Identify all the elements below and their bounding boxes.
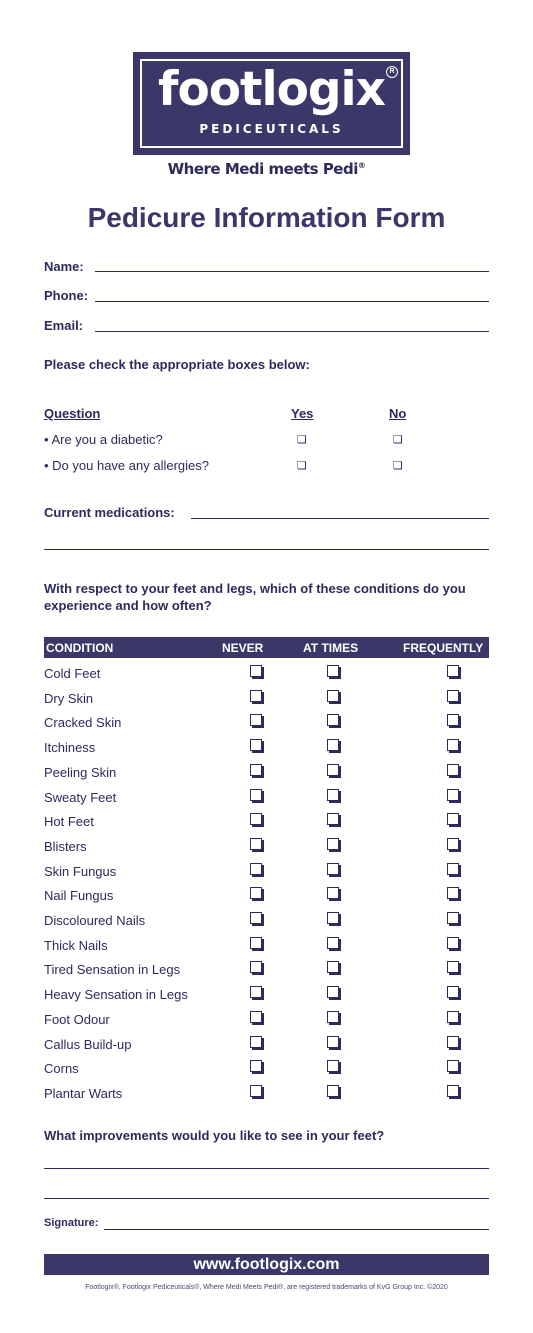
condition-row <box>44 1058 489 1082</box>
frequently-checkbox[interactable] <box>447 863 459 875</box>
signature-field[interactable] <box>104 1229 489 1230</box>
at-times-checkbox[interactable] <box>327 813 339 825</box>
never-checkbox[interactable] <box>250 937 262 949</box>
frequently-checkbox[interactable] <box>447 764 459 776</box>
at-times-checkbox[interactable] <box>327 764 339 776</box>
condition-name: Itchiness <box>44 740 96 756</box>
never-checkbox[interactable] <box>250 714 262 726</box>
condition-row <box>44 861 489 885</box>
condition-name: Thick Nails <box>44 937 108 953</box>
condition-row <box>44 935 489 959</box>
condition-name: Callus Build-up <box>44 1036 132 1052</box>
at-times-checkbox[interactable] <box>327 863 339 875</box>
medications-field[interactable] <box>191 518 489 519</box>
frequently-checkbox[interactable] <box>447 838 459 850</box>
condition-row <box>44 663 489 687</box>
never-checkbox[interactable] <box>250 838 262 850</box>
frequently-column-header: FREQUENTLY <box>403 641 484 655</box>
condition-row <box>44 712 489 736</box>
at-times-checkbox[interactable] <box>327 937 339 949</box>
diabetic-yes-checkbox[interactable]: ❏ <box>297 434 307 446</box>
brand-logo <box>133 52 410 155</box>
frequently-checkbox[interactable] <box>447 789 459 801</box>
frequently-checkbox[interactable] <box>447 690 459 702</box>
name-label: Name: <box>44 259 84 274</box>
condition-name: Blisters <box>44 838 87 854</box>
frequently-checkbox[interactable] <box>447 739 459 751</box>
legal-notice: Footlogix®, Footlogix Pediceuticals®, Where Medi Meets Pedi®, are registered trademarks of KvG Group Inc. ©2020 <box>85 1284 448 1291</box>
phone-field[interactable] <box>95 301 489 302</box>
never-checkbox[interactable] <box>250 690 262 702</box>
no-header: No <box>389 406 407 421</box>
frequently-checkbox[interactable] <box>447 912 459 924</box>
email-label: Email: <box>44 318 84 333</box>
condition-row <box>44 910 489 934</box>
at-times-checkbox[interactable] <box>327 986 339 998</box>
frequently-checkbox[interactable] <box>447 961 459 973</box>
frequently-checkbox[interactable] <box>447 813 459 825</box>
condition-row <box>44 762 489 786</box>
frequently-checkbox[interactable] <box>447 714 459 726</box>
condition-row <box>44 1009 489 1033</box>
frequently-checkbox[interactable] <box>447 887 459 899</box>
at-times-checkbox[interactable] <box>327 739 339 751</box>
at-times-checkbox[interactable] <box>327 1011 339 1023</box>
condition-name: Nail Fungus <box>44 888 114 904</box>
never-checkbox[interactable] <box>250 764 262 776</box>
improvements-prompt: What improvements would you like to see in your feet? <box>44 1128 385 1143</box>
at-times-checkbox[interactable] <box>327 665 339 677</box>
frequently-checkbox[interactable] <box>447 1036 459 1048</box>
at-times-checkbox[interactable] <box>327 1060 339 1072</box>
at-times-checkbox[interactable] <box>327 1085 339 1097</box>
condition-name: Skin Fungus <box>44 863 117 879</box>
frequently-checkbox[interactable] <box>447 1060 459 1072</box>
at-times-checkbox[interactable] <box>327 714 339 726</box>
condition-row <box>44 1083 489 1107</box>
tagline-mark: ® <box>357 161 366 170</box>
condition-name: Discoloured Nails <box>44 913 146 928</box>
at-times-checkbox[interactable] <box>327 1036 339 1048</box>
tagline-text: Where Medi meets Pedi <box>167 160 358 178</box>
condition-name: Cracked Skin <box>44 715 122 731</box>
condition-row <box>44 1034 489 1058</box>
condition-row <box>44 836 489 860</box>
registered-mark-icon: R <box>386 66 398 78</box>
signature-label: Signature: <box>44 1217 99 1229</box>
frequently-checkbox[interactable] <box>447 937 459 949</box>
never-checkbox[interactable] <box>250 739 262 751</box>
logo-subtitle: PEDICEUTICALS <box>199 122 344 136</box>
name-field[interactable] <box>95 271 489 272</box>
condition-name: Cold Feet <box>44 666 101 681</box>
frequently-checkbox[interactable] <box>447 1011 459 1023</box>
question-header: Question <box>44 406 101 421</box>
conditions-prompt: With respect to your feet and legs, which of these conditions do you experience and how often? <box>44 581 466 613</box>
at-times-column-header: AT TIMES <box>303 641 359 655</box>
frequently-checkbox[interactable] <box>447 1085 459 1097</box>
frequently-checkbox[interactable] <box>447 986 459 998</box>
frequently-checkbox[interactable] <box>447 665 459 677</box>
improvements-field-2[interactable] <box>44 1198 489 1199</box>
never-checkbox[interactable] <box>250 912 262 924</box>
condition-name: Tired Sensation in Legs <box>44 962 181 978</box>
check-prompt: Please check the appropriate boxes below: <box>44 357 310 372</box>
improvements-field[interactable] <box>44 1168 489 1169</box>
never-checkbox[interactable] <box>250 665 262 677</box>
website-link[interactable]: www.footlogix.com <box>193 1256 340 1273</box>
never-checkbox[interactable] <box>250 1036 262 1048</box>
medications-label: Current medications: <box>44 505 175 520</box>
never-checkbox[interactable] <box>250 1060 262 1072</box>
condition-name: Dry Skin <box>44 690 94 706</box>
never-checkbox[interactable] <box>250 1085 262 1097</box>
never-checkbox[interactable] <box>250 813 262 825</box>
at-times-checkbox[interactable] <box>327 789 339 801</box>
never-checkbox[interactable] <box>250 1011 262 1023</box>
never-column-header: NEVER <box>222 641 264 655</box>
condition-name: Peeling Skin <box>44 764 117 780</box>
condition-name: Heavy Sensation in Legs <box>44 987 188 1003</box>
condition-row <box>44 737 489 761</box>
at-times-checkbox[interactable] <box>327 887 339 899</box>
condition-row <box>44 885 489 909</box>
condition-row <box>44 984 489 1008</box>
tagline <box>0 160 533 178</box>
never-checkbox[interactable] <box>250 887 262 899</box>
condition-row <box>44 959 489 983</box>
question-diabetic: • Are you a diabetic? <box>44 432 163 447</box>
condition-name: Foot Odour <box>44 1011 110 1027</box>
never-checkbox[interactable] <box>250 986 262 998</box>
condition-row <box>44 787 489 811</box>
logo-wordmark: footlogix <box>158 62 385 117</box>
condition-row <box>44 688 489 712</box>
conditions-header <box>44 637 489 658</box>
condition-column-header: CONDITION <box>46 641 114 655</box>
condition-name: Corns <box>44 1061 79 1077</box>
allergies-no-checkbox[interactable]: ❏ <box>393 460 403 472</box>
condition-name: Hot Feet <box>44 814 94 830</box>
at-times-checkbox[interactable] <box>327 838 339 850</box>
never-checkbox[interactable] <box>250 863 262 875</box>
phone-label: Phone: <box>44 288 89 303</box>
diabetic-no-checkbox[interactable]: ❏ <box>393 434 403 446</box>
page-title: Pedicure Information Form <box>87 202 446 233</box>
never-checkbox[interactable] <box>250 961 262 973</box>
condition-row <box>44 811 489 835</box>
yes-header: Yes <box>291 406 314 421</box>
footer-bar <box>44 1254 489 1275</box>
at-times-checkbox[interactable] <box>327 912 339 924</box>
email-field[interactable] <box>95 331 489 332</box>
condition-name: Sweaty Feet <box>44 789 117 805</box>
at-times-checkbox[interactable] <box>327 961 339 973</box>
at-times-checkbox[interactable] <box>327 690 339 702</box>
question-allergies: • Do you have any allergies? <box>44 458 209 473</box>
condition-name: Plantar Warts <box>44 1085 123 1101</box>
never-checkbox[interactable] <box>250 789 262 801</box>
medications-field-2[interactable] <box>44 549 489 550</box>
allergies-yes-checkbox[interactable]: ❏ <box>297 460 307 472</box>
